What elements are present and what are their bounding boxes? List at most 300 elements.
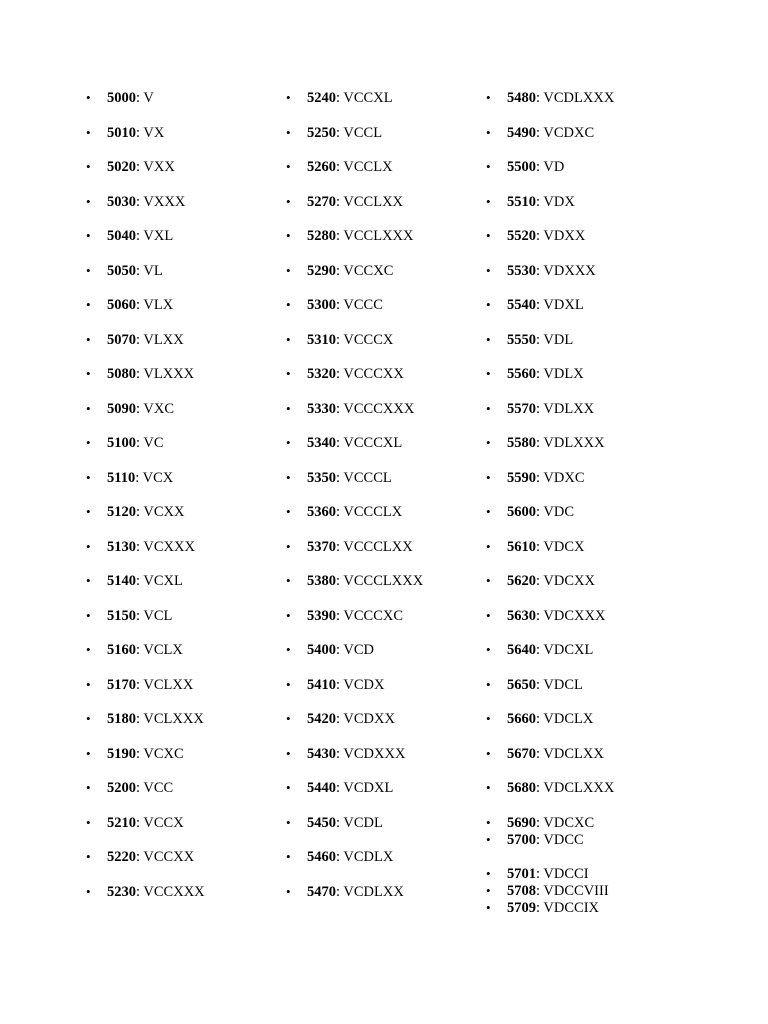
- separator: :: [336, 883, 344, 900]
- separator: :: [136, 262, 144, 279]
- list-item: [86, 676, 205, 711]
- arabic-number: 5370: [307, 538, 336, 555]
- list-item: [286, 538, 423, 573]
- roman-numeral: VCXX: [143, 504, 185, 520]
- separator: :: [336, 538, 344, 555]
- roman-numeral: VDCXXX: [543, 607, 606, 624]
- list-item: [286, 124, 423, 159]
- separator: :: [536, 331, 544, 348]
- list-item: [286, 469, 423, 504]
- separator: :: [136, 90, 144, 106]
- arabic-number: 5460: [307, 849, 336, 865]
- list-item: [286, 779, 423, 814]
- separator: :: [336, 435, 344, 451]
- bullet-icon: •: [286, 297, 291, 312]
- list-item: [486, 365, 614, 400]
- separator: :: [536, 435, 544, 451]
- separator: :: [536, 899, 544, 916]
- list-item: [486, 469, 614, 504]
- arabic-number: 5660: [507, 711, 536, 727]
- separator: :: [336, 642, 344, 658]
- arabic-number: 5590: [507, 469, 536, 486]
- bullet-icon: •: [486, 899, 491, 915]
- arabic-number: 5470: [307, 883, 336, 900]
- bullet-icon: •: [286, 504, 291, 519]
- arabic-number: 5230: [107, 883, 136, 900]
- arabic-number: 5520: [507, 228, 536, 244]
- arabic-number: 5240: [307, 90, 336, 106]
- arabic-number: 5020: [107, 159, 136, 175]
- bullet-icon: •: [486, 865, 491, 881]
- arabic-number: 5390: [307, 607, 336, 624]
- roman-numeral: VDXXX: [543, 262, 596, 279]
- bullet-icon: •: [286, 331, 291, 347]
- bullet-icon: •: [486, 297, 491, 312]
- arabic-number: 5320: [307, 366, 336, 382]
- separator: :: [136, 642, 144, 658]
- list-item: [86, 400, 205, 435]
- roman-numeral: VCDLXX: [343, 883, 404, 900]
- roman-numeral: VD: [543, 159, 565, 175]
- list-item: [286, 89, 423, 124]
- bullet-icon: •: [286, 745, 291, 761]
- separator: :: [136, 780, 144, 796]
- roman-numeral: VCXL: [143, 573, 183, 589]
- arabic-number: 5110: [107, 469, 136, 486]
- list-item: [486, 193, 614, 228]
- roman-numeral: VDXC: [543, 469, 585, 486]
- roman-numeral: VCC: [143, 780, 174, 796]
- bullet-icon: •: [86, 297, 91, 312]
- roman-numeral: VCCXL: [343, 90, 393, 106]
- numeral-column-2: [286, 89, 423, 917]
- bullet-icon: •: [486, 90, 491, 105]
- list-item: [86, 331, 205, 366]
- bullet-icon: •: [86, 814, 91, 830]
- bullet-icon: •: [286, 228, 291, 243]
- separator: :: [336, 469, 344, 486]
- bullet-icon: •: [86, 193, 91, 209]
- list-item: [86, 296, 205, 331]
- arabic-number: 5510: [507, 193, 536, 210]
- separator: :: [135, 469, 143, 486]
- roman-numeral: VCCCX: [343, 331, 394, 348]
- list-item: [486, 538, 614, 573]
- bullet-icon: •: [86, 573, 91, 588]
- roman-numeral: VCDLX: [343, 849, 394, 865]
- separator: :: [536, 159, 544, 175]
- separator: :: [536, 814, 544, 831]
- list-item: [286, 848, 423, 883]
- bullet-icon: •: [286, 780, 291, 795]
- roman-numeral: VCCLX: [343, 159, 393, 175]
- arabic-number: 5250: [307, 124, 336, 141]
- bullet-icon: •: [86, 331, 91, 347]
- bullet-icon: •: [486, 193, 491, 209]
- bullet-icon: •: [486, 538, 491, 554]
- arabic-number: 5260: [307, 159, 336, 175]
- roman-numeral: VDCCIX: [543, 899, 599, 916]
- roman-numeral: VDLXXX: [543, 435, 605, 451]
- arabic-number: 5290: [307, 262, 336, 279]
- roman-numeral: VCCLXXX: [343, 228, 414, 244]
- roman-numeral: VCX: [142, 469, 174, 486]
- list-item: [486, 572, 614, 607]
- bullet-icon: •: [486, 400, 491, 416]
- arabic-number: 5490: [507, 124, 536, 141]
- roman-numeral: VCLXX: [143, 676, 194, 693]
- roman-numeral: VCD: [343, 642, 375, 658]
- arabic-number: 5350: [307, 469, 336, 486]
- list-item: [286, 607, 423, 642]
- bullet-icon: •: [486, 676, 491, 692]
- arabic-number: 5670: [507, 745, 536, 762]
- bullet-icon: •: [86, 849, 91, 864]
- bullet-icon: •: [486, 469, 491, 485]
- arabic-number: 5380: [307, 573, 336, 589]
- separator: :: [336, 573, 344, 589]
- arabic-number: 5090: [107, 400, 136, 417]
- separator: :: [536, 573, 544, 589]
- separator: :: [336, 90, 344, 106]
- roman-numeral: VCDXC: [543, 124, 595, 141]
- separator: :: [536, 780, 544, 796]
- roman-numeral: VDX: [543, 193, 575, 210]
- list-item: [86, 779, 205, 814]
- separator: :: [536, 228, 544, 244]
- separator: :: [536, 831, 544, 848]
- arabic-number: 5430: [307, 745, 336, 762]
- bullet-icon: •: [286, 849, 291, 864]
- separator: :: [536, 469, 544, 486]
- list-item: [86, 641, 205, 676]
- roman-numeral: VCCCXL: [343, 435, 403, 451]
- list-item: [486, 331, 614, 366]
- roman-numeral: VCCCLX: [343, 504, 403, 520]
- roman-numeral: VDCLXXX: [543, 780, 615, 796]
- separator: :: [136, 883, 144, 900]
- roman-numeral: VCCCLXXX: [343, 573, 424, 589]
- roman-numeral: VDL: [543, 331, 574, 348]
- separator: :: [136, 711, 144, 727]
- roman-numeral: VCCCXX: [343, 366, 404, 382]
- list-item: [86, 89, 205, 124]
- separator: :: [336, 745, 344, 762]
- roman-numeral: VCDLXXX: [543, 90, 615, 106]
- separator: :: [336, 711, 344, 727]
- separator: :: [536, 676, 544, 693]
- arabic-number: 5330: [307, 400, 336, 417]
- separator: :: [336, 607, 344, 624]
- separator: :: [136, 607, 144, 624]
- arabic-number: 5550: [507, 331, 536, 348]
- list-item: [486, 158, 614, 193]
- list-item: [86, 814, 205, 849]
- roman-numeral: V: [143, 90, 154, 106]
- separator: :: [536, 90, 544, 106]
- bullet-icon: •: [286, 538, 291, 554]
- arabic-number: 5530: [507, 262, 536, 279]
- bullet-icon: •: [86, 883, 91, 899]
- list-item: [486, 400, 614, 435]
- roman-numeral: VCCCLXX: [343, 538, 413, 555]
- separator: :: [536, 366, 544, 382]
- arabic-number: 5040: [107, 228, 136, 244]
- bullet-icon: •: [486, 607, 491, 623]
- roman-numeral: VCCXX: [143, 849, 195, 865]
- separator: :: [536, 297, 544, 313]
- arabic-number: 5060: [107, 297, 136, 313]
- arabic-number: 5030: [107, 193, 136, 210]
- roman-numeral: VCCL: [343, 124, 383, 141]
- arabic-number: 5610: [507, 538, 536, 555]
- arabic-number: 5210: [107, 814, 136, 831]
- bullet-icon: •: [86, 124, 91, 140]
- list-item: [86, 607, 205, 642]
- bullet-icon: •: [486, 882, 491, 898]
- bullet-icon: •: [86, 676, 91, 692]
- list-item: [86, 469, 205, 504]
- bullet-icon: •: [486, 228, 491, 243]
- bullet-icon: •: [86, 400, 91, 416]
- separator: :: [136, 193, 144, 210]
- roman-numeral: VDCL: [543, 676, 583, 693]
- bullet-icon: •: [286, 573, 291, 588]
- separator: :: [136, 538, 144, 555]
- bullet-icon: •: [86, 159, 91, 174]
- arabic-number: 5680: [507, 780, 536, 796]
- arabic-number: 5400: [307, 642, 336, 658]
- list-item: [486, 262, 614, 297]
- roman-numeral: VDCCI: [543, 865, 589, 882]
- bullet-icon: •: [486, 366, 491, 381]
- roman-numeral: VCCX: [143, 814, 184, 831]
- roman-numeral: VCLXXX: [143, 711, 204, 727]
- arabic-number: 5709: [507, 899, 536, 916]
- list-item: [286, 434, 423, 469]
- list-item: [86, 365, 205, 400]
- roman-numeral: VDCX: [543, 538, 585, 555]
- separator: :: [336, 400, 344, 417]
- bullet-icon: •: [286, 90, 291, 105]
- separator: :: [536, 193, 544, 210]
- bullet-icon: •: [286, 400, 291, 416]
- bullet-icon: •: [86, 607, 91, 623]
- separator: :: [336, 676, 344, 693]
- list-item: [86, 158, 205, 193]
- arabic-number: 5130: [107, 538, 136, 555]
- roman-numeral: VCXC: [143, 745, 184, 762]
- arabic-number: 5650: [507, 676, 536, 693]
- list-item: [86, 745, 205, 780]
- list-item: [486, 227, 614, 262]
- bullet-icon: •: [86, 366, 91, 381]
- list-item: [486, 882, 614, 899]
- list-item: [286, 572, 423, 607]
- arabic-number: 5270: [307, 193, 336, 210]
- separator: :: [136, 435, 144, 451]
- arabic-number: 5620: [507, 573, 536, 589]
- separator: :: [136, 849, 144, 865]
- list-item: [286, 883, 423, 918]
- roman-numeral: VDCLX: [543, 711, 594, 727]
- list-item: [286, 710, 423, 745]
- roman-numeral: VCCCXC: [343, 607, 404, 624]
- separator: :: [536, 642, 544, 658]
- arabic-number: 5700: [507, 831, 536, 848]
- roman-numeral: VXC: [143, 400, 175, 417]
- arabic-number: 5170: [107, 676, 136, 693]
- separator: :: [536, 711, 544, 727]
- roman-numeral: VDCXX: [543, 573, 595, 589]
- separator: :: [336, 124, 344, 141]
- list-item: [486, 434, 614, 469]
- list-item: [286, 676, 423, 711]
- roman-numeral: VCXXX: [143, 538, 195, 555]
- arabic-number: 5560: [507, 366, 536, 382]
- roman-numeral: VC: [143, 435, 164, 451]
- roman-numeral: VCCXXX: [143, 883, 205, 900]
- separator: :: [336, 366, 344, 382]
- arabic-number: 5450: [307, 814, 336, 831]
- roman-numeral: VCCCL: [343, 469, 392, 486]
- roman-numeral: VCDX: [343, 676, 385, 693]
- separator: :: [136, 400, 144, 417]
- separator: :: [136, 124, 144, 141]
- roman-numeral: VXX: [143, 159, 175, 175]
- arabic-number: 5540: [507, 297, 536, 313]
- bullet-icon: •: [486, 745, 491, 761]
- list-item: [486, 296, 614, 331]
- list-item: [86, 572, 205, 607]
- arabic-number: 5070: [107, 331, 136, 348]
- list-item: [486, 89, 614, 124]
- separator: :: [536, 865, 544, 882]
- bullet-icon: •: [486, 124, 491, 140]
- separator: :: [536, 538, 544, 555]
- bullet-icon: •: [86, 538, 91, 554]
- separator: :: [336, 331, 344, 348]
- roman-numeral: VLX: [143, 297, 174, 313]
- list-item: [286, 193, 423, 228]
- bullet-icon: •: [286, 159, 291, 174]
- bullet-icon: •: [286, 642, 291, 657]
- roman-numeral: VDCXL: [543, 642, 594, 658]
- list-item: [486, 641, 614, 676]
- list-item: [486, 124, 614, 159]
- list-item: [286, 365, 423, 400]
- separator: :: [536, 745, 544, 762]
- list-item: [486, 745, 614, 780]
- bullet-icon: •: [86, 435, 91, 450]
- arabic-number: 5190: [107, 745, 136, 762]
- arabic-number: 5420: [307, 711, 336, 727]
- list-item: [86, 124, 205, 159]
- roman-numeral: VXXX: [143, 193, 186, 210]
- roman-numeral: VDXL: [543, 297, 584, 313]
- arabic-number: 5640: [507, 642, 536, 658]
- roman-numeral: VCDL: [343, 814, 383, 831]
- separator: :: [136, 366, 144, 382]
- separator: :: [536, 504, 544, 520]
- list-item: [286, 641, 423, 676]
- bullet-icon: •: [86, 262, 91, 278]
- list-item: [286, 262, 423, 297]
- roman-numeral: VDCLXX: [543, 745, 604, 762]
- roman-numeral: VDCXC: [543, 814, 595, 831]
- bullet-icon: •: [86, 780, 91, 795]
- separator: :: [536, 124, 544, 141]
- separator: :: [136, 573, 144, 589]
- separator: :: [136, 745, 144, 762]
- arabic-number: 5410: [307, 676, 336, 693]
- arabic-number: 5630: [507, 607, 536, 624]
- arabic-number: 5570: [507, 400, 536, 417]
- bullet-icon: •: [486, 780, 491, 795]
- separator: :: [536, 882, 544, 899]
- list-item: [286, 400, 423, 435]
- arabic-number: 5340: [307, 435, 336, 451]
- list-item: [86, 883, 205, 918]
- bullet-icon: •: [286, 435, 291, 450]
- bullet-icon: •: [286, 711, 291, 726]
- bullet-icon: •: [486, 159, 491, 174]
- list-item: [286, 227, 423, 262]
- separator: :: [336, 262, 344, 279]
- bullet-icon: •: [486, 331, 491, 347]
- separator: :: [336, 849, 344, 865]
- bullet-icon: •: [86, 469, 91, 485]
- list-item: [486, 607, 614, 642]
- bullet-icon: •: [286, 366, 291, 381]
- list-item: [486, 503, 614, 538]
- bullet-icon: •: [286, 193, 291, 209]
- separator: :: [336, 228, 344, 244]
- roman-numeral: VDC: [543, 504, 575, 520]
- separator: :: [536, 262, 544, 279]
- roman-numeral: VCL: [143, 607, 173, 624]
- bullet-icon: •: [486, 831, 491, 847]
- bullet-icon: •: [86, 228, 91, 243]
- bullet-icon: •: [486, 504, 491, 519]
- arabic-number: 5220: [107, 849, 136, 865]
- separator: :: [136, 159, 144, 175]
- bullet-icon: •: [86, 90, 91, 105]
- arabic-number: 5200: [107, 780, 136, 796]
- arabic-number: 5160: [107, 642, 136, 658]
- roman-numeral: VXL: [143, 228, 174, 244]
- roman-numeral: VDLXX: [543, 400, 595, 417]
- arabic-number: 5500: [507, 159, 536, 175]
- separator: :: [336, 193, 344, 210]
- list-item: [486, 814, 614, 831]
- list-item: [86, 227, 205, 262]
- list-item: [286, 745, 423, 780]
- roman-numeral: VCDXXX: [343, 745, 406, 762]
- arabic-number: 5180: [107, 711, 136, 727]
- separator: :: [536, 607, 544, 624]
- arabic-number: 5120: [107, 504, 136, 520]
- list-item: [86, 538, 205, 573]
- arabic-number: 5690: [507, 814, 536, 831]
- separator: :: [136, 814, 144, 831]
- separator: :: [136, 504, 144, 520]
- bullet-icon: •: [486, 642, 491, 657]
- separator: :: [136, 331, 144, 348]
- list-item: [86, 262, 205, 297]
- numeral-column-3: [486, 89, 614, 933]
- list-item: [286, 158, 423, 193]
